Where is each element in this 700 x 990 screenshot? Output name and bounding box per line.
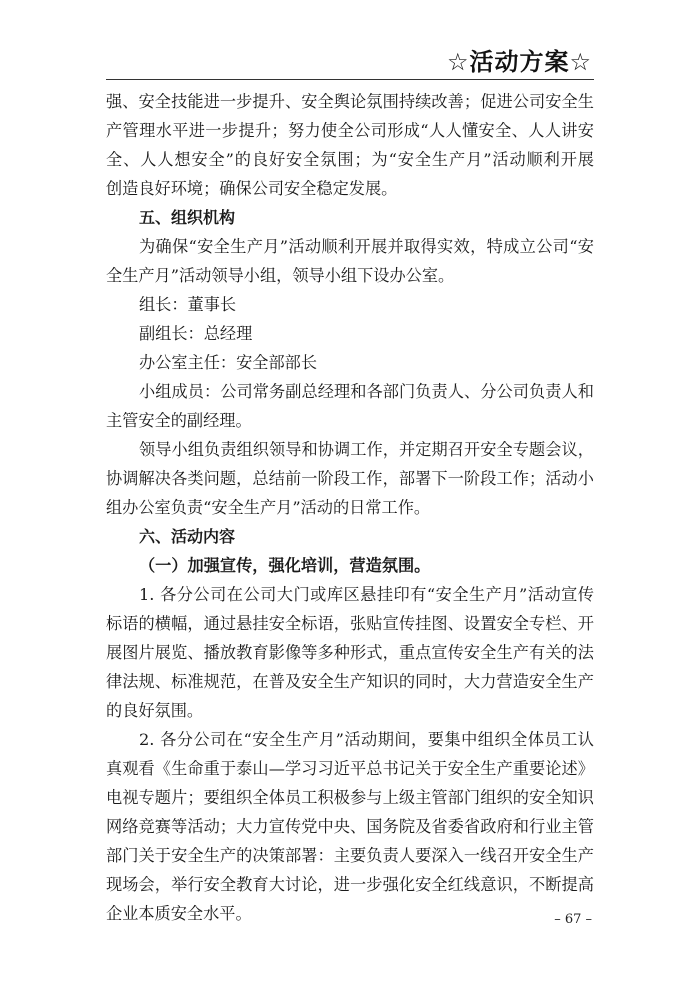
paragraph-line: 全生产月”活动领导小组，领导小组下设办公室。 bbox=[106, 266, 455, 285]
paragraph-line: 标语的横幅，通过悬挂安全标语，张贴宣传挂图、设置安全专栏、开 bbox=[106, 614, 594, 633]
paragraph-line: 网络竞赛等活动；大力宣传党中央、国务院及省委省政府和行业主管 bbox=[106, 817, 594, 836]
role-line-leader: 组长：董事长 bbox=[139, 295, 237, 314]
paragraph-line: 电视专题片；要组织全体员工积极参与上级主管部门组织的安全知识 bbox=[106, 788, 594, 807]
section-heading-organization: 五、组织机构 bbox=[139, 208, 236, 227]
paragraph-line: 领导小组负责组织领导和协调工作，并定期召开安全专题会议， bbox=[139, 440, 594, 459]
paragraph-line: 为确保“安全生产月”活动顺利开展并取得实效，特成立公司“安 bbox=[139, 237, 594, 256]
document-body bbox=[106, 87, 594, 928]
paragraph-line: 部门关于安全生产的决策部署：主要负责人要深入一线召开安全生产 bbox=[106, 846, 594, 865]
subsection-heading: （一）加强宣传，强化培训，营造氛围。 bbox=[139, 556, 431, 575]
paragraph-line: 现场会，举行安全教育大讨论，进一步强化安全红线意识，不断提高 bbox=[106, 875, 594, 894]
role-line-office-director: 办公室主任：安全部部长 bbox=[139, 353, 318, 372]
role-line-deputy-leader: 副组长：总经理 bbox=[139, 324, 253, 343]
section-heading-activities: 六、活动内容 bbox=[139, 527, 236, 546]
paragraph-line: 产管理水平进一步提升；努力使全公司形成“人人懂安全、人人讲安 bbox=[106, 121, 594, 140]
page-number: – 67 – bbox=[554, 912, 592, 927]
paragraph-line: 全、人人想安全”的良好安全氛围；为“安全生产月”活动顺利开展 bbox=[106, 150, 594, 169]
paragraph-line: 企业本质安全水平。 bbox=[106, 904, 252, 923]
paragraph-line: 的良好氛围。 bbox=[106, 701, 204, 720]
paragraph-line: 真观看《生命重于泰山—学习习近平总书记关于安全生产重要论述》 bbox=[106, 759, 594, 778]
header-divider bbox=[106, 79, 594, 80]
paragraph-line: 主管安全的副经理。 bbox=[106, 411, 252, 430]
paragraph-line: 展图片展览、播放教育影像等多种形式，重点宣传安全生产有关的法 bbox=[106, 643, 594, 662]
paragraph-line: 组办公室负责“安全生产月”活动的日常工作。 bbox=[106, 498, 431, 517]
paragraph-line: 1. 各分公司在公司大门或库区悬挂印有“安全生产月”活动宣传 bbox=[139, 585, 594, 604]
paragraph-line: 创造良好环境；确保公司安全稳定发展。 bbox=[106, 179, 398, 198]
paragraph-line: 强、安全技能进一步提升、安全舆论氛围持续改善；促进公司安全生 bbox=[106, 92, 594, 111]
paragraph-line: 律法规、标准规范，在普及安全生产知识的同时，大力营造安全生产 bbox=[106, 672, 594, 691]
paragraph-line: 小组成员：公司常务副总经理和各部门负责人、分公司负责人和 bbox=[139, 382, 594, 401]
paragraph-line: 协调解决各类问题，总结前一阶段工作，部署下一阶段工作；活动小 bbox=[106, 469, 594, 488]
paragraph-line: 2. 各分公司在“安全生产月”活动期间，要集中组织全体员工认 bbox=[139, 730, 594, 749]
page-header-title: ☆活动方案☆ bbox=[446, 48, 592, 76]
